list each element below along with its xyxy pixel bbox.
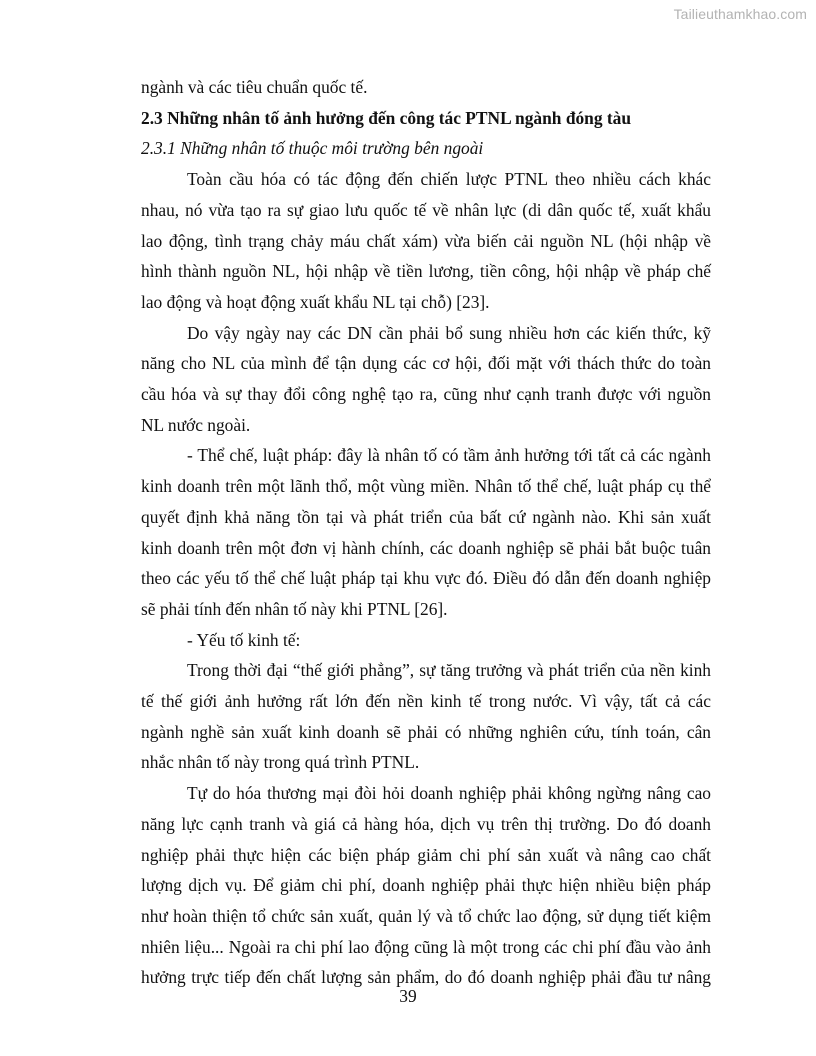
text-line: NL nước ngoài. [141, 414, 251, 435]
text-line: Trong thời đại “thế giới phẳng”, sự tăng trưởng và phát triển của nền kinh [187, 660, 711, 681]
text-line: lao động, tình trạng chảy máu chất xám) vừa biến cải nguồn NL (hội nhập về [141, 230, 711, 251]
watermark: Tailieuthamkhao.com [673, 6, 807, 22]
text-line: ngành và các tiêu chuẩn quốc tế. [141, 77, 368, 97]
text-line: Tự do hóa thương mại đòi hỏi doanh nghiệp phải không ngừng nâng cao [187, 783, 711, 804]
text-line: năng lực cạnh tranh và giá cả hàng hóa, dịch vụ trên thị trường. Do đó doanh [141, 813, 711, 834]
text-line: theo các yếu tố thể chế luật pháp tại khu vực đó. Điều đó dẫn đến doanh nghiệp [141, 568, 711, 589]
text-line: ngành nghề sản xuất kinh doanh sẽ phải có những nghiên cứu, tính toán, cân [141, 721, 711, 742]
subsection-heading: 2.3.1 Những nhân tố thuộc môi trường bên ngoài [141, 138, 484, 159]
text-line: như hoàn thiện tổ chức sản xuất, quản lý và tổ chức lao động, sử dụng tiết kiệm [141, 905, 711, 926]
text-line: nhiên liệu... Ngoài ra chi phí lao động cũng là một trong các chi phí đầu vào ảnh [141, 936, 711, 957]
text-line: Do vậy ngày nay các DN cần phải bổ sung nhiều hơn các kiến thức, kỹ [187, 322, 711, 343]
text-line: nhau, nó vừa tạo ra sự giao lưu quốc tế về nhân lực (di dân quốc tế, xuất khẩu [141, 199, 711, 220]
text-line: tế thế giới ảnh hưởng rất lớn đến nền kinh tế trong nước. Vì vậy, tất cả các [141, 691, 711, 712]
text-line: Toàn cầu hóa có tác động đến chiến lược PTNL theo nhiều cách khác [187, 169, 711, 190]
text-line: sẽ phải tính đến nhân tố này khi PTNL [26]. [141, 598, 448, 619]
page-body [141, 72, 711, 993]
text-line: hưởng trực tiếp đến chất lượng sản phẩm, do đó doanh nghiệp phải đầu tư nâng [141, 967, 711, 988]
text-line: - Thể chế, luật pháp: đây là nhân tố có tầm ảnh hưởng tới tất cả các ngành [187, 445, 711, 466]
text-line: năng cho NL của mình để tận dụng các cơ hội, đối mặt với thách thức do toàn [141, 353, 711, 374]
text-line: nhắc nhân tố này trong quá trình PTNL. [141, 752, 420, 773]
text-line: cầu hóa và sự thay đổi công nghệ tạo ra, cũng như cạnh tranh được với nguồn [141, 384, 711, 405]
text-line: kinh doanh trên một đơn vị hành chính, các doanh nghiệp sẽ phải bắt buộc tuân [141, 537, 711, 558]
text-line: hình thành nguồn NL, hội nhập về tiền lương, tiền công, hội nhập về pháp chế [141, 261, 711, 282]
text-line: lao động và hoạt động xuất khẩu NL tại chỗ) [23]. [141, 291, 490, 312]
text-line: lượng dịch vụ. Để giảm chi phí, doanh nghiệp phải thực hiện nhiều biện pháp [141, 875, 711, 896]
text-line: - Yếu tố kinh tế: [187, 629, 301, 650]
text-line: nghiệp phải thực hiện các biện pháp giảm chi phí sản xuất và nâng cao chất [141, 844, 711, 865]
section-heading: 2.3 Những nhân tố ảnh hưởng đến công tác PTNL ngành đóng tàu [141, 107, 632, 128]
page-number: 39 [399, 986, 417, 1006]
text-line: quyết định khả năng tồn tại và phát triển của bất cứ ngành nào. Khi sản xuất [141, 506, 711, 527]
text-line: kinh doanh trên một lãnh thổ, một vùng miền. Nhân tố thể chế, luật pháp cụ thể [141, 476, 711, 497]
